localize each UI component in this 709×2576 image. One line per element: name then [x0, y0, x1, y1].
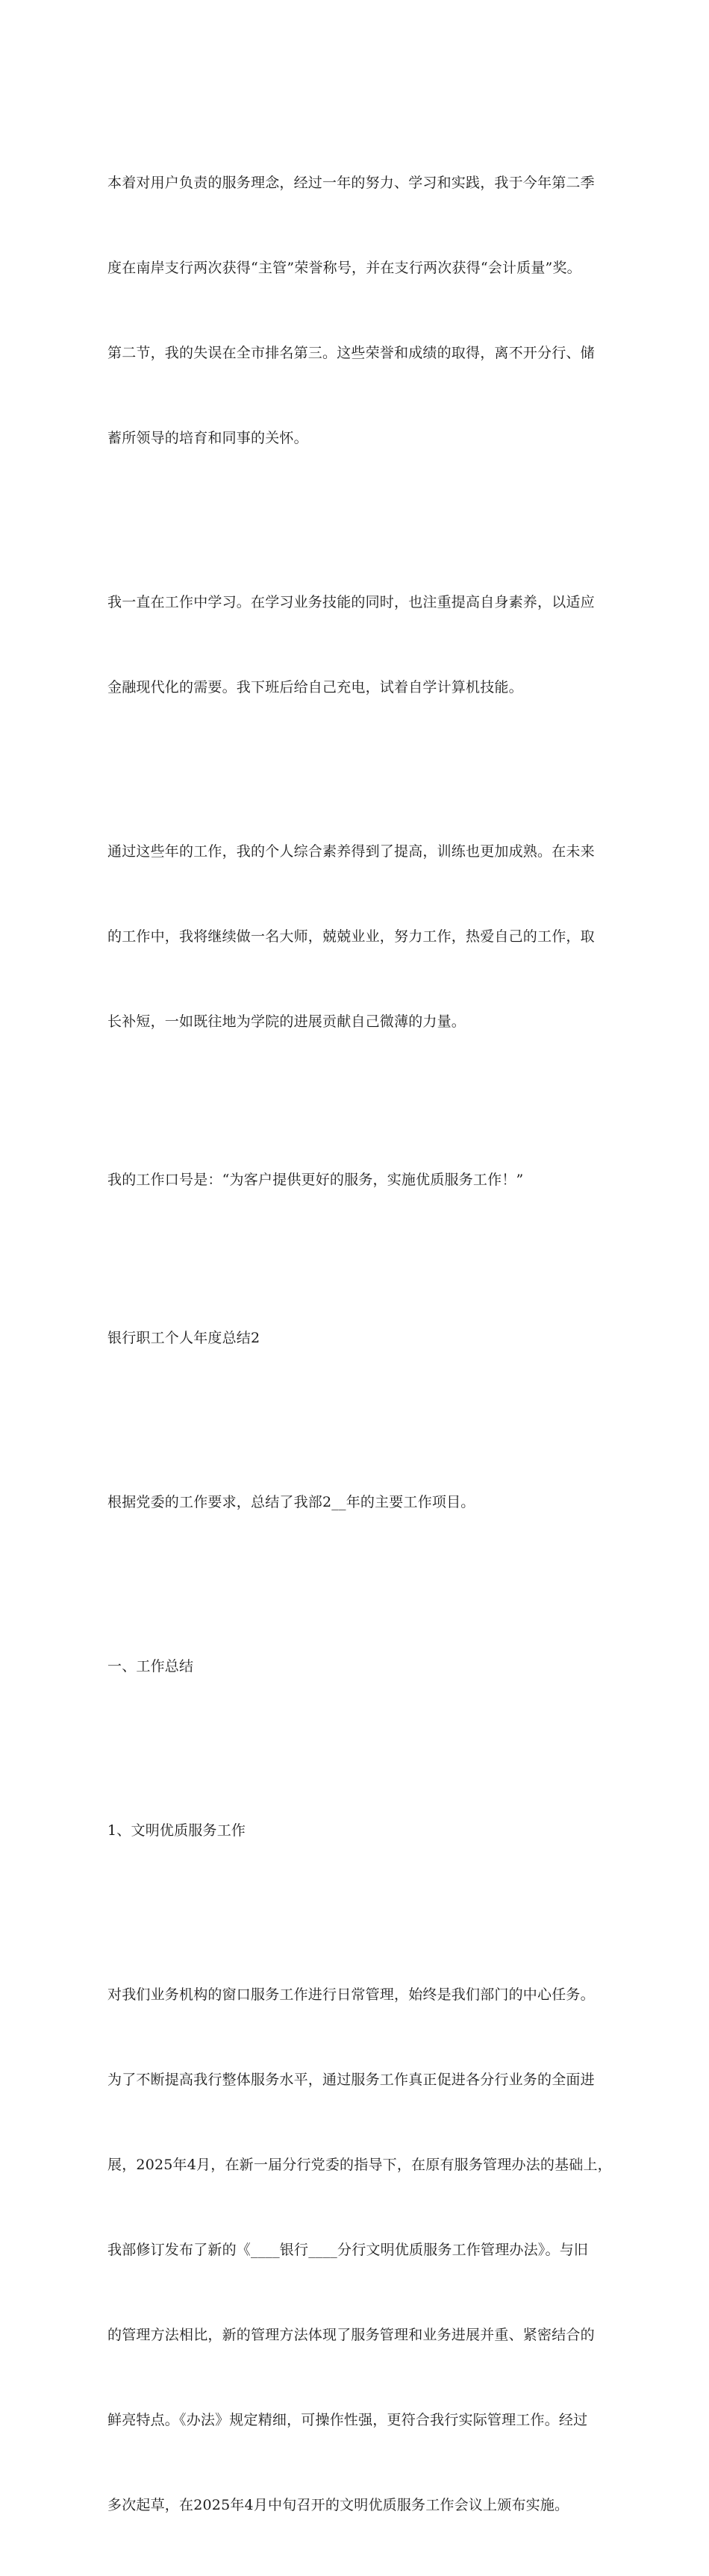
text-line: 鲜亮特点。《办法》规定精细，可操作性强，更符合我行实际管理工作。经过 [107, 2412, 588, 2428]
paragraph-spacer [107, 758, 602, 781]
paragraph-spacer [107, 1737, 602, 1760]
text-line: 我一直在工作中学习。在学习业务技能的同时，也注重提高自身素养，以适应 [107, 594, 595, 610]
document-page [107, 112, 612, 2576]
paragraph-spacer [107, 1251, 602, 1267]
paragraph-spacer [107, 1409, 602, 1431]
text-line: 第二节，我的失误在全市排名第三。这些荣誉和成绩的取得，离不开分行、储 [107, 345, 595, 361]
paragraph-summary-intro [107, 1431, 602, 1573]
text-line: 长补短，一如既往地为学院的进展贡献自己微薄的力量。 [107, 1013, 466, 1030]
text-line: 金融现代化的需要。我下班后给自己充电，试着自学计算机技能。 [107, 679, 523, 695]
text-line: 1、文明优质服务工作 [107, 1822, 246, 1839]
text-line: 的工作中，我将继续做一名大师，兢兢业业，努力工作，热爱自己的工作，取 [107, 928, 595, 945]
text-line: 对我们业务机构的窗口服务工作进行日常管理，始终是我们部门的中心任务。 [107, 1986, 595, 2003]
paragraph-service-management [107, 1924, 612, 2576]
text-line: 本着对用户负责的服务理念，经过一年的努力、学习和实践，我于今年第二季 [107, 175, 595, 191]
text-line: 的管理方法相比，新的管理方法体现了服务管理和业务进展并重、紧密结合的 [107, 2327, 595, 2343]
text-line: 一、工作总结 [107, 1658, 194, 1675]
paragraph-spacer [107, 1573, 602, 1595]
section-title-summary-2 [107, 1267, 602, 1409]
paragraph-spacer [107, 509, 602, 531]
paragraph-spacer [107, 1092, 602, 1109]
paragraph-customer-service-achievements [107, 112, 602, 509]
text-line: 蓄所领导的培育和同事的关怀。 [107, 430, 308, 446]
paragraph-continuous-learning [107, 531, 602, 758]
subheading-civilized-service [107, 1760, 602, 1901]
paragraph-future-outlook [107, 781, 602, 1092]
text-line: 为了不断提高我行整体服务水平，通过服务工作真正促进各分行业务的全面进 [107, 2072, 595, 2088]
text-line: 展，2025年4月，在新一届分行党委的指导下，在原有服务管理办法的基础上， [107, 2157, 612, 2173]
text-line: 我的工作口号是：“为客户提供更好的服务，实施优质服务工作！” [107, 1172, 524, 1188]
heading-work-summary [107, 1595, 602, 1737]
paragraph-work-slogan [107, 1109, 602, 1251]
text-line: 度在南岸支行两次获得“主管”荣誉称号，并在支行两次获得“会计质量”奖。 [107, 260, 581, 276]
text-line: 根据党委的工作要求，总结了我部2__年的主要工作项目。 [107, 1494, 475, 1510]
text-line: 我部修订发布了新的《____银行____分行文明优质服务工作管理办法》。与旧 [107, 2242, 589, 2258]
paragraph-spacer [107, 1901, 602, 1924]
text-line: 多次起草，在2025年4月中旬召开的文明优质服务工作会议上颁布实施。 [107, 2497, 569, 2513]
text-line: 通过这些年的工作，我的个人综合素养得到了提高，训练也更加成熟。在未来 [107, 843, 595, 860]
text-line: 银行职工个人年度总结2 [107, 1330, 260, 1346]
